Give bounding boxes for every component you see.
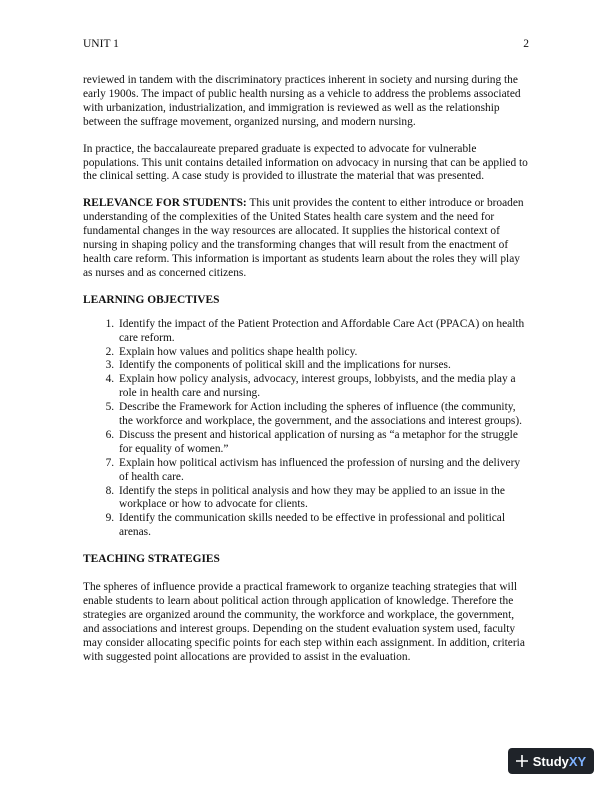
- relevance-label: RELEVANCE FOR STUDENTS:: [83, 197, 247, 210]
- objective-item: 7. Explain how political activism has influenced the profession of nursing and the delivery of health care.: [117, 457, 529, 485]
- relevance-paragraph: [83, 197, 529, 280]
- objective-item: 8. Identify the steps in political analysis and how they may be applied to an issue in the workplace or how to advocate for clients.: [117, 485, 529, 513]
- page-header: [83, 38, 529, 50]
- logo-text-study: Study: [532, 753, 569, 769]
- objective-item: 6. Discuss the present and historical application of nursing as “a metaphor for the struggle for equality of women.”: [117, 429, 529, 457]
- document-body: [83, 74, 529, 678]
- practice-paragraph: In practice, the baccalaureate prepared graduate is expected to advocate for vulnerable populations. This unit contains detailed information on advocacy in nursing that can be applied to the clinical setting. A case study is provided to illustrate the material that was presented.: [83, 142, 528, 183]
- intro-paragraph: reviewed in tandem with the discriminatory practices inherent in society and nursing during the early 1900s. The impact of public health nursing as a vehicle to address the problems associated with urbanization, industrialization, and immigration is reviewed as well as the relationship between the suffrage movement, organized nursing, and modern nursing.: [83, 74, 521, 128]
- logo-text-xy: XY: [568, 753, 587, 769]
- page-number: 2: [523, 38, 529, 50]
- objective-item: 4. Explain how policy analysis, advocacy, interest groups, lobbyists, and the media play a role in health care and nursing.: [117, 373, 529, 401]
- learning-objectives-heading: LEARNING OBJECTIVES: [83, 293, 220, 306]
- objective-item: 1. Identify the impact of the Patient Protection and Affordable Care Act (PPACA) on health care reform.: [117, 318, 529, 346]
- objective-item: 2. Explain how values and politics shape health policy.: [117, 346, 529, 360]
- objective-item: 5. Describe the Framework for Action including the spheres of influence (the community, the workforce and workplace, the government, and the associations and interest groups).: [117, 401, 529, 429]
- objective-item: 9. Identify the communication skills needed to be effective in professional and political arenas.: [117, 512, 529, 540]
- teaching-strategies-heading: TEACHING STRATEGIES: [83, 553, 220, 566]
- learning-objectives-list: [83, 318, 529, 541]
- teaching-strategies-paragraph: The spheres of influence provide a practical framework to organize teaching strategies that will enable students to learn about political action through application of knowledge. Therefore the strategies are organized around the community, the workforce and workplace, the government, and associations and interest groups. Depending on the student evaluation system used, faculty may consider allocating specific points for each step within each assignment. In addition, criteria with suggested point allocations are provided to assist in the evaluation.: [83, 581, 525, 663]
- studyxy-logo: [508, 748, 594, 774]
- relevance-text: This unit provides the content to either introduce or broaden understanding of the complexities of the United States health care system and the need for fundamental changes in the way resources are allocated. It supplies the historical context of nursing in shaping policy and the transforming changes that will result from the enactment of health care reform. This information is important as students learn about the roles they will play as nurses and as concerned citizens.: [83, 197, 524, 279]
- header-unit-label: UNIT 1: [83, 38, 119, 50]
- plus-icon: [516, 755, 528, 767]
- objective-item: 3. Identify the components of political skill and the implications for nurses.: [117, 359, 529, 373]
